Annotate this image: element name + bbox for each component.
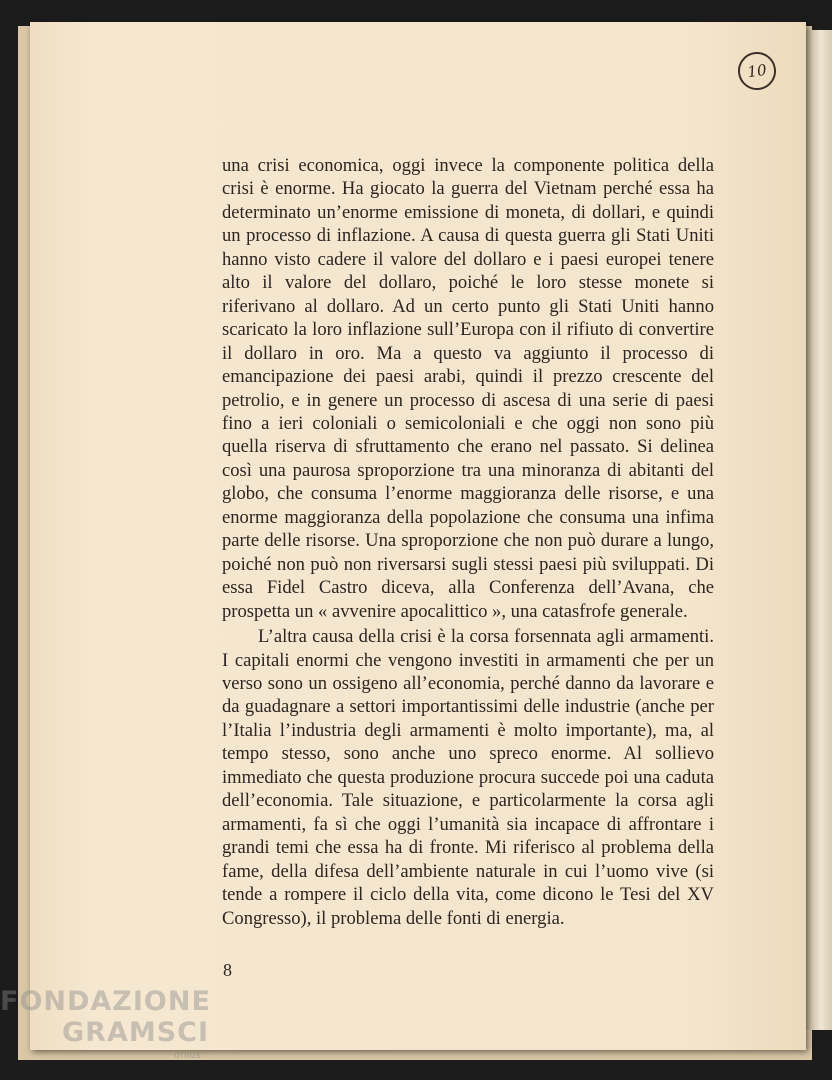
body-text — [222, 154, 714, 930]
watermark-line-2: GRAMSCI — [62, 1017, 210, 1048]
paragraph-1: una crisi economica, oggi invece la componente politica della crisi è enorme. Ha giocato la guerra del Vietnam perché essa ha determinato un’enorme emissione di moneta, di dollari, e quindi un processo di inflazione. A causa di questa guerra gli Stati Uniti hanno visto cadere il valore del dollaro e i paesi europei tenere alto il valore del dollaro, poiché le loro stesse monete si riferivano al dollaro. Ad un certo punto gli Stati Uniti hanno scaricato la loro inflazione sull’Europa con il rifiuto di convertire il dollaro in oro. Ma a questo va aggiunto il processo di emancipazione dei paesi arabi, quindi il prezzo crescente del petrolio, e in genere un processo di ascesa di una serie di paesi fino a ieri coloniali o semicoloniali e che oggi non sono più quella riserva di sfruttamento che erano nel passato. Si delinea così una paurosa sproporzione tra una minoranza di abitanti del globo, che consuma l’enorme maggioranza delle risorse, e una enorme maggioranza della popolazione che consuma una infima parte delle risorse. Una sproporzione che non può durare a lungo, poiché non può non riversarsi sugli stessi paesi più sviluppati. Di essa Fidel Castro diceva, alla Conferenza dell’Avana, che prospetta un « avvenire apocalittico », una catasfrofe generale. — [222, 155, 714, 622]
handwritten-page-number: 10 — [736, 50, 779, 93]
printed-page-number: 8 — [223, 960, 232, 980]
book-edge — [804, 30, 832, 1030]
document-page — [30, 22, 806, 1050]
watermark-line-1: FONDAZIONE — [0, 986, 211, 1017]
watermark-sub: onlus — [174, 1050, 201, 1061]
paragraph-2: L’altra causa della crisi è la corsa forsennata agli armamenti. I capitali enormi che vengono investiti in armamenti che per un verso sono un ossigeno all’economia, perché danno da lavorare e da guadagnare a settori importantissimi delle industrie (anche per l’Italia l’industria degli armamenti è molto importante), ma, al tempo stesso, sono anche uno spreco enorme. Al sollievo immediato che questa produzione procura succede poi una caduta dell’economia. Tale situazione, e particolarmente la corsa agli armamenti, fa sì che oggi l’umanità sia incapace di affrontare i grandi temi che essa ha di fronte. Mi riferisco al problema della fame, della difesa dell’ambiente naturale in cui l’uomo vive (si tende a rompere il ciclo della vita, come dicono le Tesi del XV Congresso), il problema delle fonti di energia. — [222, 626, 714, 929]
